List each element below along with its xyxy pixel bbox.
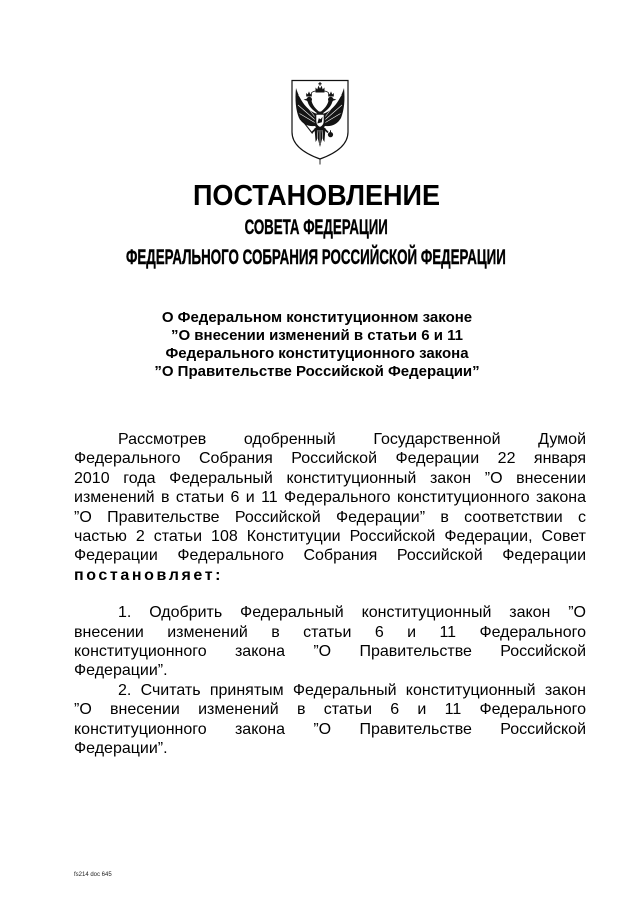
issuer-line-1-row <box>0 216 632 240</box>
subject-line: ”О Правительстве Российской Федерации” <box>154 363 480 380</box>
document-title-row <box>0 179 632 213</box>
body-line: Рассмотрев одобренный Государственной Думой <box>118 431 586 448</box>
resolves-keyword: постановляет: <box>74 566 224 584</box>
body-line: 2010 года Федеральный конституционный закон ”О внесении <box>74 469 586 487</box>
body-line: Федерации”. <box>74 740 168 758</box>
resolution-item-1 <box>74 603 586 681</box>
subject-line: О Федеральном конституционном законе <box>161 309 473 326</box>
body-line: изменений в статьи 6 и 11 Федерального конституционного закона <box>74 489 586 507</box>
body-line: Федерального Собрания Российской Федерации 22 января <box>74 450 586 468</box>
subject-line: Федерального конституционного закона <box>165 345 469 362</box>
document-body <box>74 430 586 759</box>
document-title: ПОСТАНОВЛЕНИЕ <box>192 180 440 212</box>
body-line: ”О внесении изменений в статьи 6 и 11 Федерального <box>74 701 586 719</box>
body-line: конституционного закона ”О Правительстве Российской <box>74 643 586 661</box>
subject-line: ”О внесении изменений в статьи 6 и 11 <box>170 327 464 344</box>
preamble-paragraph <box>74 430 586 585</box>
body-line: ”О Правительстве Российской Федерации” в соответствии с <box>74 508 586 526</box>
body-line: Федерации Федерального Собрания Российской Федерации <box>74 547 586 565</box>
coat-of-arms-emblem <box>288 76 352 166</box>
issuer-line-1: СОВЕТА ФЕДЕРАЦИИ <box>244 216 388 239</box>
resolution-item-2 <box>74 681 586 759</box>
russian-coat-of-arms-icon <box>288 76 352 166</box>
issuer-line-2: ФЕДЕРАЛЬНОГО СОБРАНИЯ РОССИЙСКОЙ ФЕДЕРАЦИИ <box>126 246 506 269</box>
document-subject <box>0 309 634 381</box>
body-line: конституционного закона ”О Правительстве Российской <box>74 720 586 738</box>
body-line: внесении изменений в статьи 6 и 11 Федерального <box>74 623 586 641</box>
body-line: 2. Считать принятым Федеральный конституционный закон <box>118 681 586 699</box>
body-line: 1. Одобрить Федеральный конституционный закон ”О <box>118 604 586 622</box>
body-line: Федерации”. <box>74 662 168 680</box>
issuer-line-2-row <box>0 246 632 270</box>
file-reference: fs214 doc 645 <box>74 872 112 878</box>
body-line: частью 2 статьи 108 Конституции Российской Федерации, Совет <box>74 528 586 546</box>
